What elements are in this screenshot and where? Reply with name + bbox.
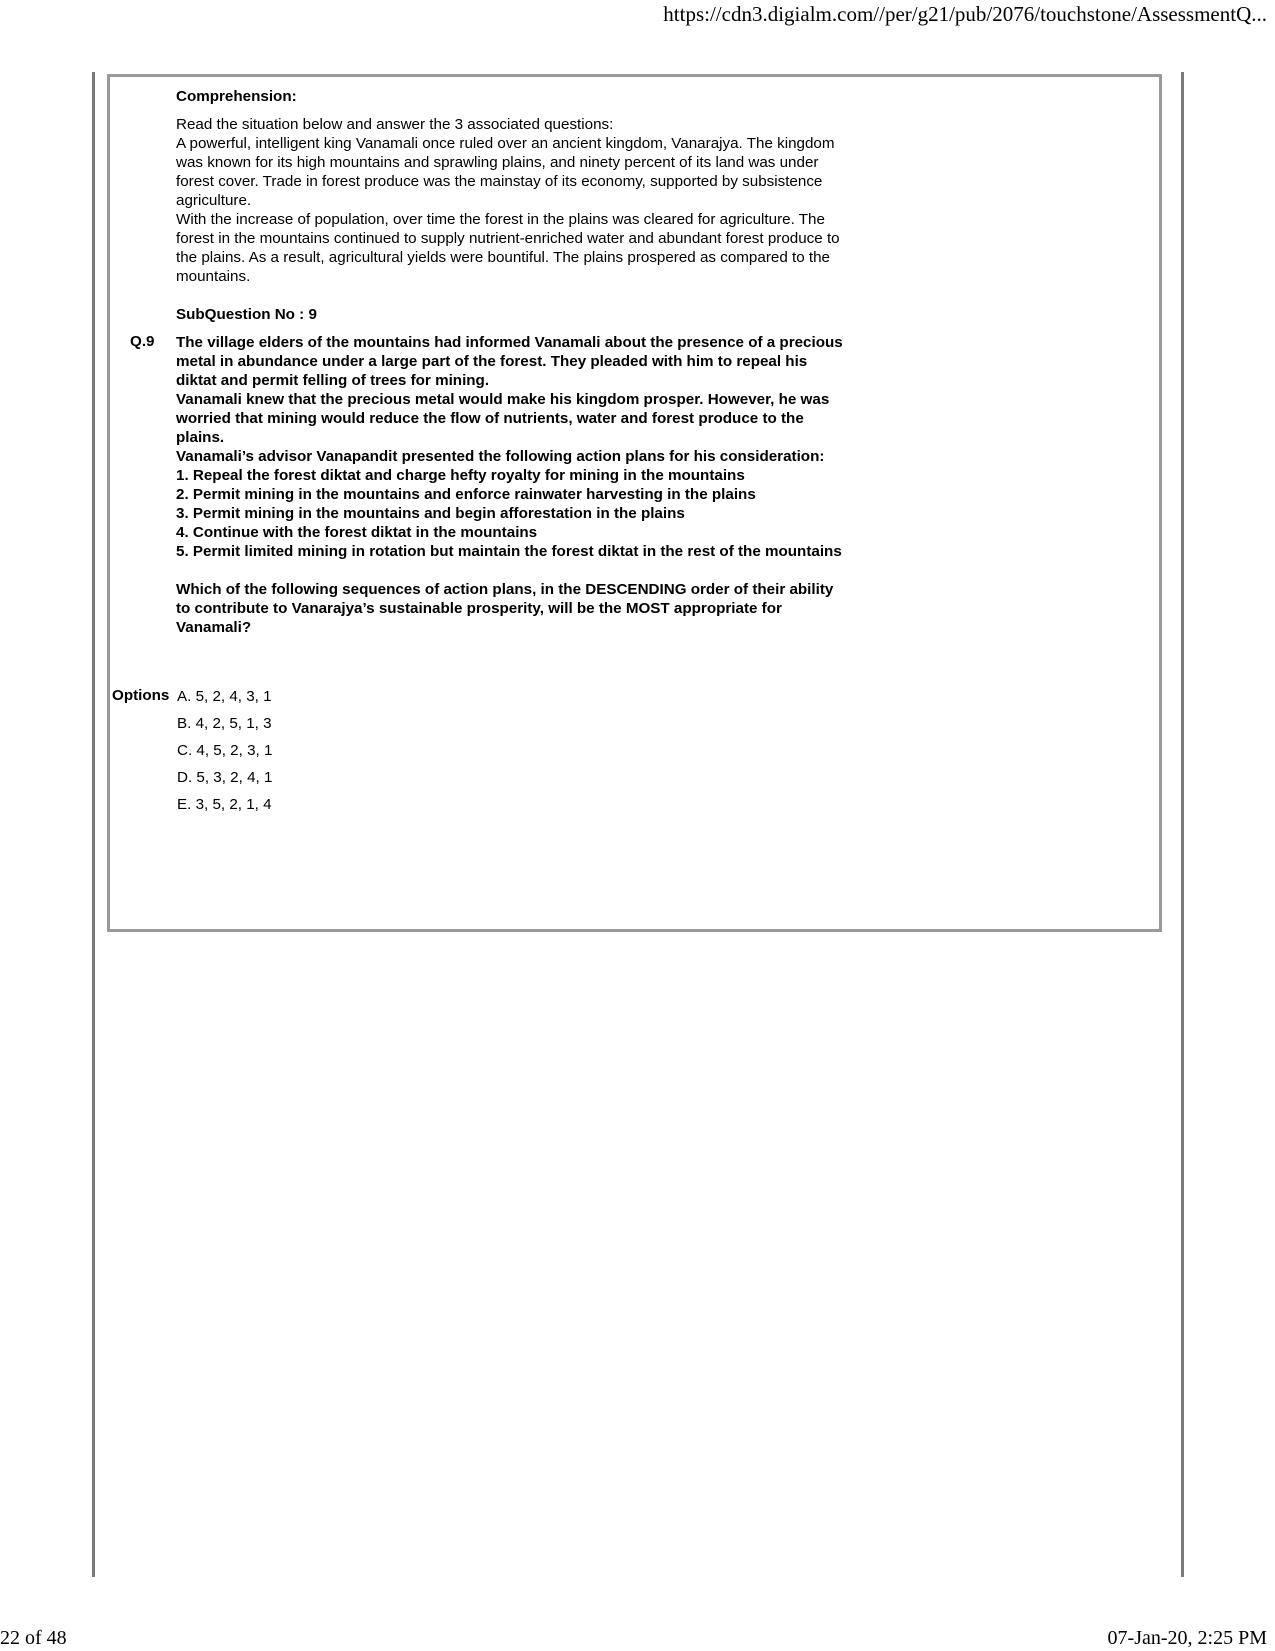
option-c[interactable]: C. 4, 5, 2, 3, 1	[177, 742, 273, 759]
left-border-line	[92, 72, 95, 1577]
print-datetime: 07-Jan-20, 2:25 PM	[1107, 1627, 1267, 1649]
action-plan-3: 3. Permit mining in the mountains and begin afforestation in the plains	[176, 505, 685, 522]
page-counter: 22 of 48	[0, 1627, 67, 1649]
action-plan-2: 2. Permit mining in the mountains and enforce rainwater harvesting in the plains	[176, 486, 756, 503]
option-e[interactable]: E. 3, 5, 2, 1, 4	[177, 796, 272, 813]
question-prompt: Which of the following sequences of action plans, in the DESCENDING order of their ability to contribute to Vanarajya’s sustainable prosperity, will be the MOST appropriate for Vanamali?	[176, 581, 834, 636]
option-d[interactable]: D. 5, 3, 2, 4, 1	[177, 769, 273, 786]
action-plan-5: 5. Permit limited mining in rotation but maintain the forest diktat in the rest of the mountains	[176, 543, 842, 560]
question-paragraph-3: Vanamali’s advisor Vanapandit presented the following action plans for his consideration:	[176, 448, 825, 465]
option-b[interactable]: B. 4, 2, 5, 1, 3	[177, 715, 272, 732]
question-paragraph-2: Vanamali knew that the precious metal would make his kingdom prosper. However, he was worried that mining would reduce the flow of nutrients, water and forest produce to the plains.	[176, 391, 830, 446]
comprehension-paragraph-1: A powerful, intelligent king Vanamali once ruled over an ancient kingdom, Vanarajya. The kingdom was known for its high mountains and sprawling plains, and ninety percent of its land was under forest cover. Trade in forest produce was the mainstay of its economy, supported by subsistence agriculture.	[176, 135, 835, 209]
question-body	[176, 333, 846, 637]
comprehension-heading: Comprehension:	[176, 88, 297, 105]
action-plan-4: 4. Continue with the forest diktat in the mountains	[176, 524, 538, 541]
subquestion-label: SubQuestion No : 9	[176, 306, 317, 323]
comprehension-paragraph-2: With the increase of population, over time the forest in the plains was cleared for agriculture. The forest in the mountains continued to supply nutrient-enriched water and abundant forest produce to the plains. As a result, agricultural yields were bountiful. The plains prospered as compared to the mountains.	[176, 211, 840, 285]
comprehension-intro: Read the situation below and answer the 3 associated questions:	[176, 116, 614, 133]
options-label: Options	[112, 687, 170, 704]
comprehension-passage	[176, 115, 846, 286]
action-plan-1: 1. Repeal the forest diktat and charge hefty royalty for mining in the mountains	[176, 467, 745, 484]
page-url: https://cdn3.digialm.com//per/g21/pub/2076/touchstone/AssessmentQ...	[663, 2, 1267, 26]
blank-line	[176, 561, 846, 580]
question-number: Q.9	[130, 333, 155, 350]
right-border-line	[1181, 72, 1184, 1577]
option-a[interactable]: A. 5, 2, 4, 3, 1	[177, 688, 272, 705]
question-paragraph-1: The village elders of the mountains had informed Vanamali about the presence of a precious metal in abundance under a large part of the forest. They pleaded with him to repeal his diktat and permit felling of trees for mining.	[176, 334, 843, 389]
